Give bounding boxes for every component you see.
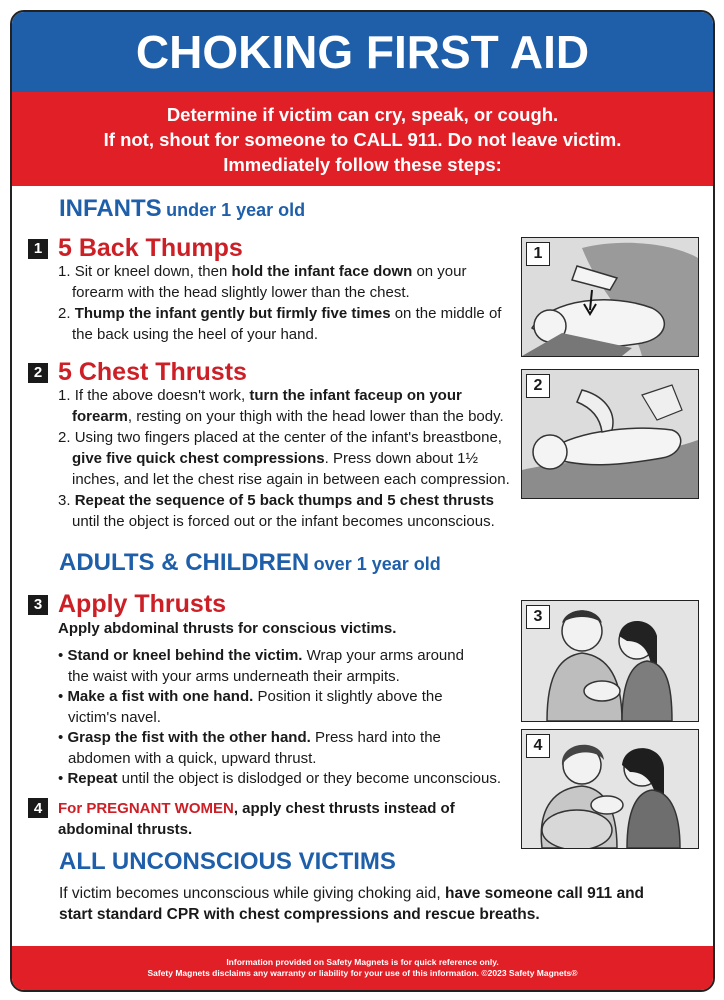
step-3-bullet-2-text-2: victim's navel. bbox=[68, 708, 161, 726]
step-2-instructions bbox=[58, 385, 520, 532]
step-3-bullet-1-text: Wrap your arms around bbox=[306, 647, 464, 664]
step-4-line-2: abdominal thrusts. bbox=[58, 821, 193, 838]
bullet-2: • bbox=[58, 688, 64, 705]
step-3-number: 3 bbox=[28, 595, 48, 615]
step-1-item-1-text-d: forearm with the head slightly lower than the chest. bbox=[72, 284, 410, 301]
bullet-1: • bbox=[58, 647, 64, 664]
unconscious-heading-text: ALL UNCONSCIOUS VICTIMS bbox=[59, 848, 396, 875]
unconscious-line-1-a: If victim becomes unconscious while giving choking aid, bbox=[59, 885, 441, 902]
step-2-item-1-text-a: If the above doesn't work, bbox=[74, 387, 246, 404]
bullet-3: • bbox=[58, 729, 64, 746]
choking-first-aid-sign bbox=[10, 10, 715, 992]
unconscious-line-1-bold: have someone call 911 and bbox=[444, 885, 645, 902]
adults-heading-text: ADULTS & CHILDREN bbox=[59, 549, 310, 576]
illustration-1-label: 1 bbox=[526, 242, 550, 266]
step-3-header bbox=[28, 590, 226, 619]
intro-line-1: Determine if victim can cry, speak, or cough. bbox=[166, 103, 559, 125]
step-2-title: 5 Chest Thrusts bbox=[58, 358, 247, 386]
step-2-number: 2 bbox=[28, 363, 48, 383]
step-2-item-1-number: 1. bbox=[58, 387, 71, 404]
step-1-item-2-text-c: on the middle of bbox=[394, 305, 502, 322]
step-2-header bbox=[28, 358, 247, 387]
step-2-item-1-bold-2: forearm bbox=[72, 408, 128, 425]
illustration-chest-thrusts bbox=[521, 369, 699, 499]
step-3-bullet-3-text: Press hard into the bbox=[314, 729, 441, 746]
illustration-2-label: 2 bbox=[526, 374, 550, 398]
step-3-title: Apply Thrusts bbox=[58, 590, 227, 618]
illustration-3-label: 3 bbox=[526, 605, 550, 629]
step-2-item-3-bold: Repeat the sequence of 5 back thumps and 5 chest thrusts bbox=[74, 492, 494, 509]
step-2-item-2-text-c: . Press down about 1½ bbox=[324, 450, 479, 467]
adults-subheading: over 1 year old bbox=[313, 554, 441, 574]
step-2-item-1-text-d: , resting on your thigh with the head lower than the body. bbox=[127, 408, 504, 425]
step-1-item-2-text-d: the back using the heel of your hand. bbox=[72, 326, 319, 343]
illustration-pregnant-chest-thrusts bbox=[521, 729, 699, 849]
title-bar bbox=[12, 12, 713, 92]
infants-heading bbox=[59, 195, 305, 223]
step-3-bullet-2-text: Position it slightly above the bbox=[257, 688, 443, 705]
infants-subheading: under 1 year old bbox=[166, 200, 306, 220]
step-1-item-1-text-a: Sit or kneel down, then bbox=[74, 263, 228, 280]
step-1-item-1-text-c: on your bbox=[416, 263, 467, 280]
step-4 bbox=[28, 798, 528, 840]
footer-disclaimer bbox=[12, 946, 713, 990]
step-3-lead: Apply abdominal thrusts for conscious victims. bbox=[58, 620, 397, 637]
step-3-bullet-4-text: until the object is dislodged or they become unconscious. bbox=[121, 770, 502, 787]
illustration-abdominal-thrusts bbox=[521, 600, 699, 722]
step-4-rest-text: , apply chest thrusts instead of bbox=[233, 800, 455, 817]
unconscious-heading bbox=[59, 848, 396, 876]
illustration-back-thumps bbox=[521, 237, 699, 357]
step-2-item-2-number: 2. bbox=[58, 429, 71, 446]
footer-line-2: Safety Magnets disclaims any warranty or liability for your use of this information. ©2023 Safety Magnets® bbox=[147, 968, 578, 978]
intro-line-2: If not, shout for someone to CALL 911. Do not leave victim. bbox=[103, 128, 622, 150]
step-2-item-2-text-a: Using two fingers placed at the center of the infant's breastbone, bbox=[74, 429, 502, 446]
step-4-red-text: For PREGNANT WOMEN bbox=[58, 800, 234, 817]
step-2-item-1-bold: turn the infant faceup on your bbox=[249, 387, 462, 404]
step-2-item-2-text-d: inches, and let the chest rise again in between each compression. bbox=[72, 471, 510, 488]
step-2-item-3-text-d: until the object is forced out or the infant becomes unconscious. bbox=[72, 513, 495, 530]
footer-line-1: Information provided on Safety Magnets is for quick reference only. bbox=[226, 957, 499, 967]
page-title: CHOKING FIRST AID bbox=[135, 26, 590, 78]
step-2-item-3-number: 3. bbox=[58, 492, 71, 509]
adults-heading bbox=[59, 549, 441, 577]
step-4-number: 4 bbox=[28, 798, 48, 818]
step-1-item-1-bold: hold the infant face down bbox=[231, 263, 413, 280]
step-1-item-2-number: 2. bbox=[58, 305, 71, 322]
step-1-title: 5 Back Thumps bbox=[58, 234, 243, 262]
bullet-4: • bbox=[58, 770, 64, 787]
step-3-bullet-1-bold: Stand or kneel behind the victim. bbox=[67, 647, 303, 664]
step-3-bullet-3-text-2: abdomen with a quick, upward thrust. bbox=[68, 749, 317, 767]
step-3-bullets bbox=[58, 646, 528, 790]
step-3-bullet-2-bold: Make a fist with one hand. bbox=[67, 688, 254, 705]
step-1-item-2-bold: Thump the infant gently but firmly five times bbox=[74, 305, 391, 322]
intro-line-3: Immediately follow these steps: bbox=[223, 153, 502, 175]
step-3-bullet-1-text-2: the waist with your arms underneath their armpits. bbox=[68, 667, 400, 685]
step-1-item-1-number: 1. bbox=[58, 263, 71, 280]
unconscious-text bbox=[59, 883, 704, 925]
unconscious-line-2-bold: start standard CPR with chest compressions and rescue breaths. bbox=[59, 906, 540, 923]
intro-banner bbox=[12, 92, 713, 186]
step-2-item-2-bold: give five quick chest compressions bbox=[72, 450, 325, 467]
infants-heading-text: INFANTS bbox=[59, 195, 162, 222]
step-4-text bbox=[58, 798, 528, 840]
step-3-bullet-3-bold: Grasp the fist with the other hand. bbox=[67, 729, 311, 746]
illustration-4-label: 4 bbox=[526, 734, 550, 758]
step-1-number: 1 bbox=[28, 239, 48, 259]
step-1-header bbox=[28, 234, 243, 263]
step-1-instructions bbox=[58, 261, 518, 345]
step-3-bullet-4-bold: Repeat bbox=[67, 770, 118, 787]
